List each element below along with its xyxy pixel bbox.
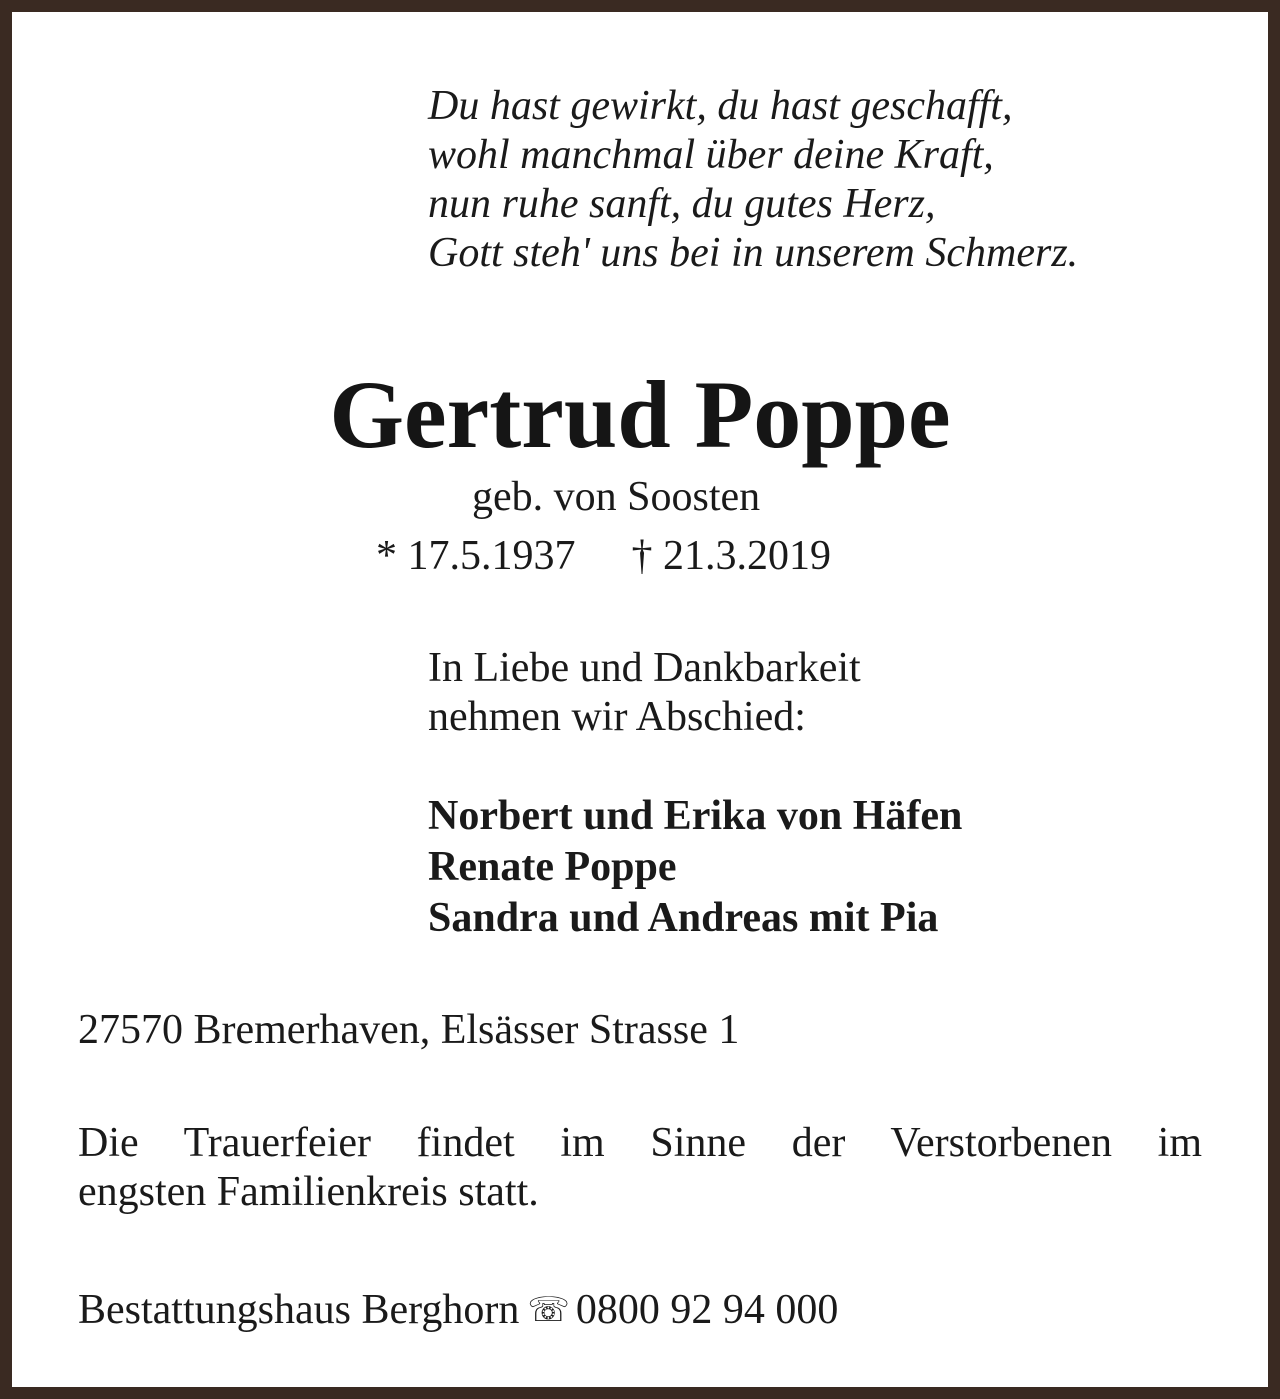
mourners-list [428,791,962,944]
poem-line: nun ruhe sanft, du gutes Herz, [428,181,936,227]
birth-date: * 17.5.1937 [376,533,576,579]
poem-line: Gott steh' uns bei in unserem Schmerz. [428,230,1079,276]
funeral-home-name: Bestattungshaus Berghorn [78,1287,520,1333]
farewell-line: In Liebe und Dankbarkeit [428,645,861,691]
farewell-text [428,644,861,742]
mourner: Norbert und Erika von Häfen [428,793,963,839]
death-date: † 21.3.2019 [631,533,831,579]
poem [428,82,1078,278]
address: 27570 Bremerhaven, Elsässer Strasse 1 [78,1007,740,1053]
farewell-line: nehmen wir Abschied: [428,694,806,740]
funeral-notice [78,1119,1202,1217]
mourner: Renate Poppe [428,844,677,890]
life-dates [376,530,831,582]
deceased-name: Gertrud Poppe [329,361,951,468]
notice-line: engsten Familienkreis statt. [78,1169,539,1215]
funeral-home-phone: 0800 92 94 000 [575,1287,839,1333]
birth-name: geb. von Soosten [472,474,761,520]
poem-line: wohl manchmal über deine Kraft, [428,132,994,178]
funeral-home [78,1284,838,1336]
notice-line: Die Trauerfeier findet im Sinne der Verstorbenen im [78,1120,1202,1166]
mourner: Sandra und Andreas mit Pia [428,895,939,941]
poem-line: Du hast gewirkt, du hast geschafft, [428,83,1013,129]
phone-icon: ☏ [527,1290,570,1330]
